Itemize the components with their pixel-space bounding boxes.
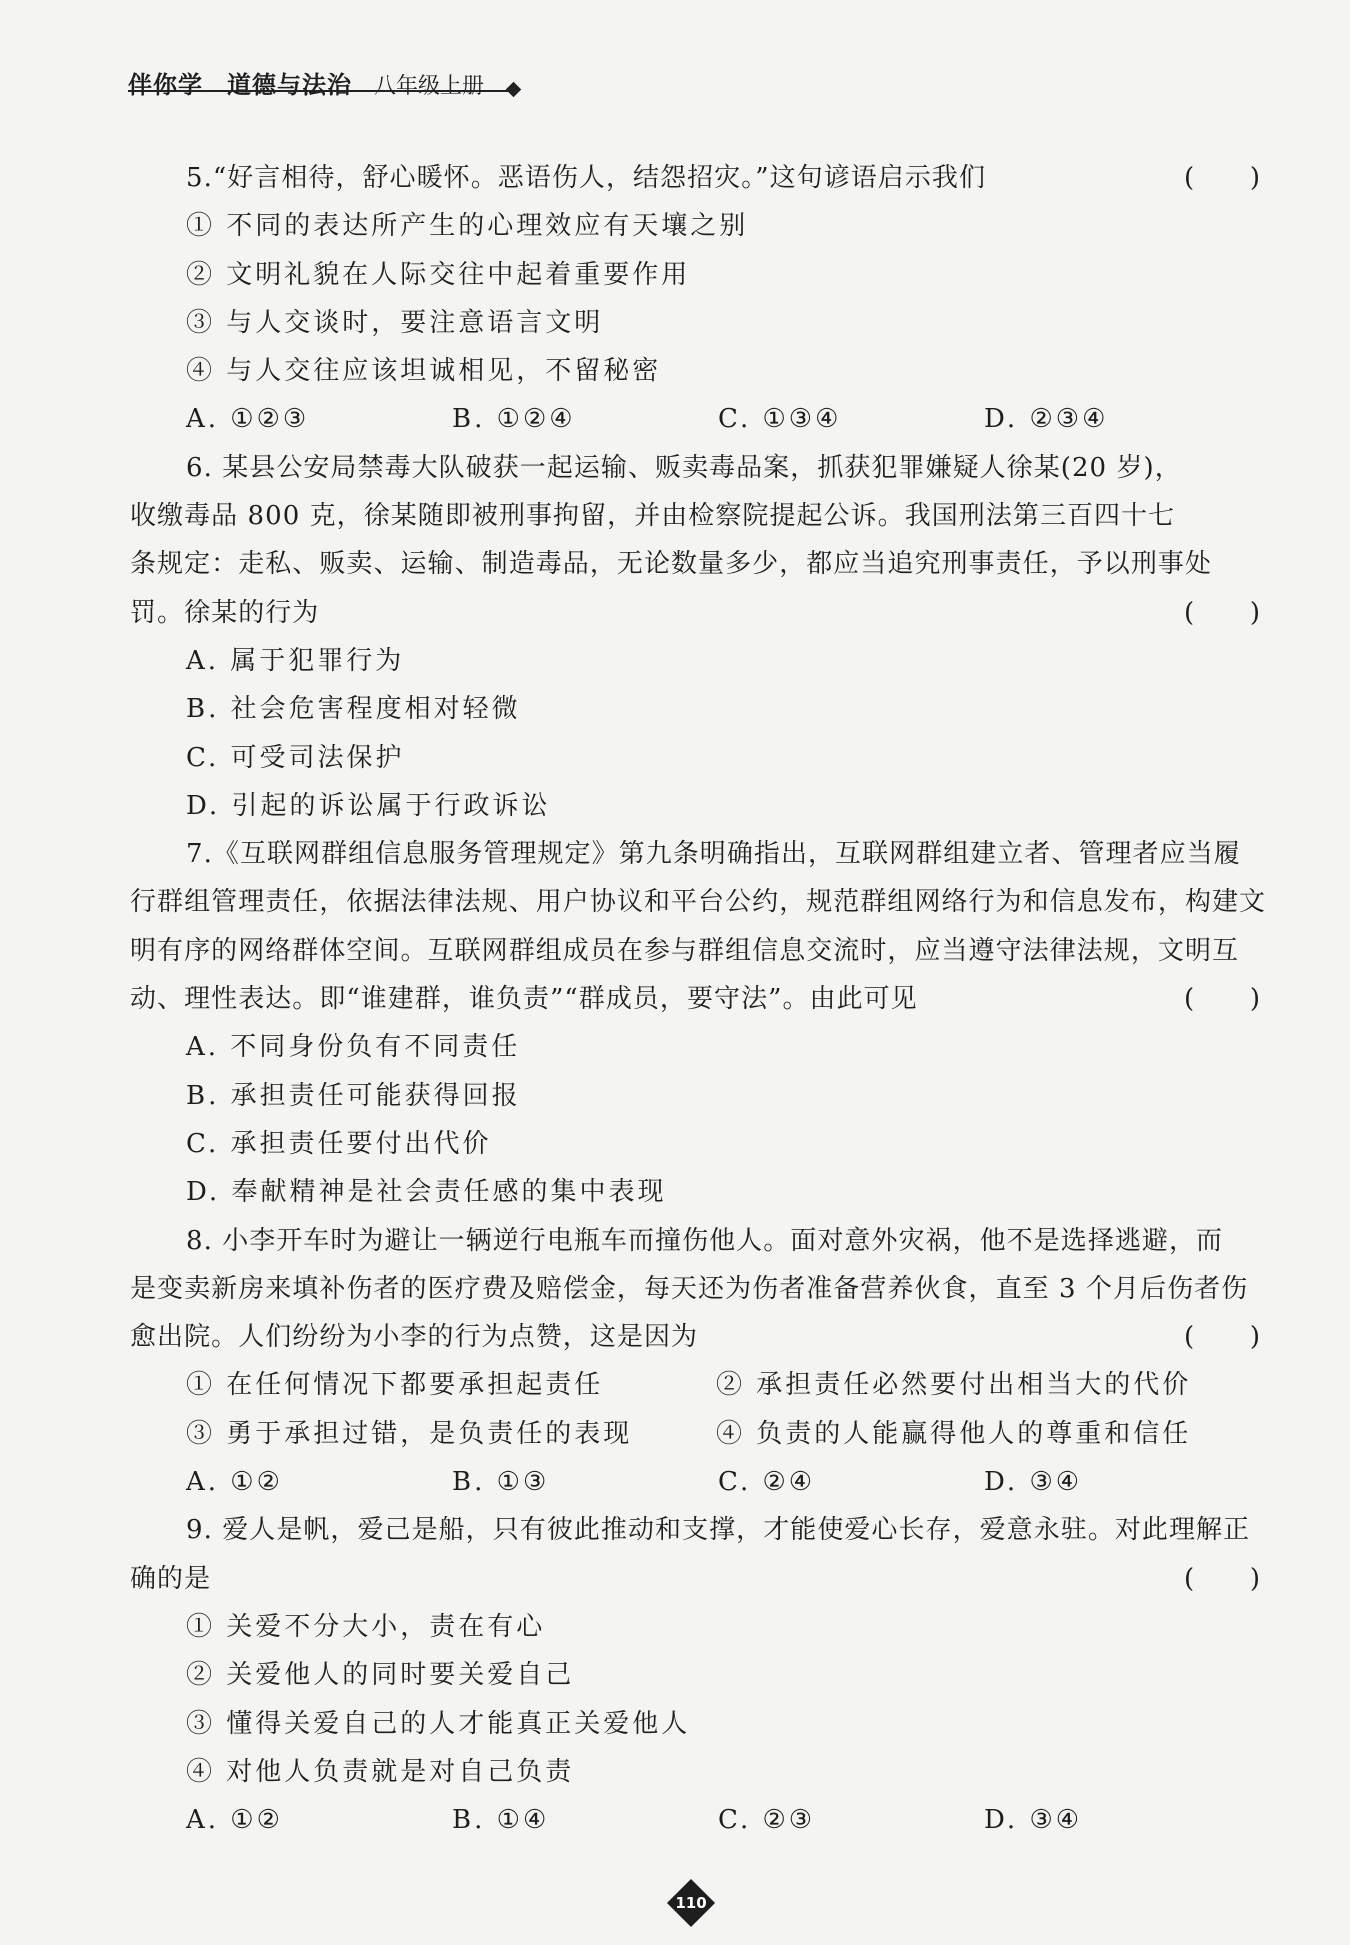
- question-stem-line: 行群组管理责任，依据法律法规、用户协议和平台公约，规范群组网络行为和信息发布，构建文: [130, 887, 1267, 918]
- answer-blank: ( ): [1184, 984, 1260, 1015]
- choice-c: C. ②④: [718, 1467, 816, 1498]
- option: D. 奉献精神是社会责任感的集中表现: [186, 1177, 667, 1208]
- header-rule: [128, 90, 512, 92]
- question-stem-line: [130, 975, 1260, 1023]
- stem-text: 罚。徐某的行为: [130, 597, 320, 628]
- question-stem-line: 9. 爱人是帆，爱己是船，只有彼此推动和支撑，才能使爱心长存，爱意永驻。对此理解正: [186, 1515, 1251, 1546]
- option: ① 关爱不分大小，责在有心: [186, 1611, 546, 1642]
- question-stem-line: 收缴毒品 800 克，徐某随即被刑事拘留，并由检察院提起公诉。我国刑法第三百四十七: [130, 501, 1176, 532]
- question-stem-line: 条规定：走私、贩卖、运输、制造毒品，无论数量多少，都应当追究刑事责任，予以刑事处: [130, 549, 1213, 580]
- option: ② 关爱他人的同时要关爱自己: [186, 1660, 575, 1691]
- choice-row: [130, 1458, 1260, 1506]
- question-stem-line: 7.《互联网群组信息服务管理规定》第九条明确指出，互联网群组建立者、管理者应当履: [186, 839, 1241, 870]
- option: C. 可受司法保护: [186, 742, 405, 773]
- question-8: [130, 1217, 1260, 1507]
- answer-blank: ( ): [1184, 1322, 1260, 1353]
- question-stem-line: [130, 589, 1260, 637]
- choice-row: [130, 395, 1260, 443]
- choice-b: B. ①③: [452, 1467, 550, 1498]
- header-diamond-icon: [506, 82, 522, 98]
- question-stem-line: 明有序的网络群体空间。互联网群组成员在参与群组信息交流时，应当遵守法律法规，文明互: [130, 935, 1240, 966]
- choice-a: A. ①②: [186, 1805, 283, 1836]
- answer-blank: ( ): [1184, 1563, 1260, 1594]
- option: ④ 对他人负责就是对自己负责: [186, 1756, 575, 1787]
- stem-text: 动、理性表达。即“谁建群，谁负责”“群成员，要守法”。由此可见: [130, 984, 918, 1015]
- option: ③ 与人交谈时，要注意语言文明: [186, 307, 604, 338]
- question-stem-line: 是变卖新房来填补伤者的医疗费及赔偿金，每天还为伤者准备营养伙食，直至 3 个月后伤者伤: [130, 1273, 1249, 1304]
- question-9: [130, 1506, 1260, 1844]
- choice-d: D. ②③④: [984, 404, 1109, 435]
- header-grade: 八年级上册: [374, 74, 485, 99]
- option: D. 引起的诉讼属于行政诉讼: [186, 790, 551, 821]
- option: ④ 与人交往应该坦诚相见，不留秘密: [186, 356, 662, 387]
- page-number-badge: [668, 1880, 714, 1926]
- option: ② 文明礼貌在人际交往中起着重要作用: [186, 259, 691, 290]
- answer-blank: ( ): [1184, 597, 1260, 628]
- choice-a: A. ①②③: [186, 404, 310, 435]
- question-list: [130, 154, 1267, 1844]
- header-brand: 伴你学: [128, 71, 203, 99]
- choice-c: C. ①③④: [718, 404, 842, 435]
- option-pair-row: [130, 1361, 1260, 1409]
- stem-text: 确的是: [130, 1563, 212, 1594]
- choice-row: [130, 1796, 1260, 1844]
- option: B. 承担责任可能获得回报: [186, 1080, 521, 1111]
- choice-b: B. ①②④: [452, 404, 576, 435]
- option: ① 在任何情况下都要承担起责任: [186, 1370, 604, 1401]
- choice-a: A. ①②: [186, 1467, 283, 1498]
- choice-b: B. ①④: [452, 1805, 550, 1836]
- question-stem-line: 6. 某县公安局禁毒大队破获一起运输、贩卖毒品案，抓获犯罪嫌疑人徐某(20 岁)，: [186, 452, 1182, 483]
- question-7: [130, 830, 1267, 1216]
- option-pair-row: [130, 1410, 1260, 1458]
- stem-text: 愈出院。人们纷纷为小李的行为点赞，这是因为: [130, 1322, 699, 1353]
- option: ③ 勇于承担过错，是负责任的表现: [186, 1418, 633, 1449]
- question-stem-line: [130, 154, 1260, 202]
- option: A. 属于犯罪行为: [186, 645, 405, 676]
- question-stem-line: 8. 小李开车时为避让一辆逆行电瓶车而撞伤他人。面对意外灾祸，他不是选择逃避，而: [186, 1225, 1224, 1256]
- choice-d: D. ③④: [984, 1467, 1083, 1498]
- page-number: 110: [675, 1894, 707, 1912]
- option: A. 不同身份负有不同责任: [186, 1032, 521, 1063]
- option: ① 不同的表达所产生的心理效应有天壤之别: [186, 211, 749, 242]
- choice-d: D. ③④: [984, 1805, 1083, 1836]
- option: ② 承担责任必然要付出相当大的代价: [716, 1370, 1192, 1401]
- option: B. 社会危害程度相对轻微: [186, 694, 521, 725]
- choice-c: C. ②③: [718, 1805, 816, 1836]
- option: ③ 懂得关爱自己的人才能真正关爱他人: [186, 1708, 691, 1739]
- header-subject: 道德与法治: [227, 71, 352, 99]
- question-6: [130, 444, 1260, 830]
- question-stem-line: [130, 1313, 1260, 1361]
- stem-text: 5.“好言相待，舒心暖怀。恶语伤人，结怨招灾。”这句谚语启示我们: [186, 163, 986, 193]
- option: ④ 负责的人能赢得他人的尊重和信任: [716, 1418, 1192, 1449]
- running-header: [128, 64, 484, 100]
- question-stem-line: [130, 1555, 1260, 1603]
- question-5: [130, 154, 1260, 444]
- answer-blank: ( ): [1184, 163, 1260, 193]
- option: C. 承担责任要付出代价: [186, 1128, 492, 1159]
